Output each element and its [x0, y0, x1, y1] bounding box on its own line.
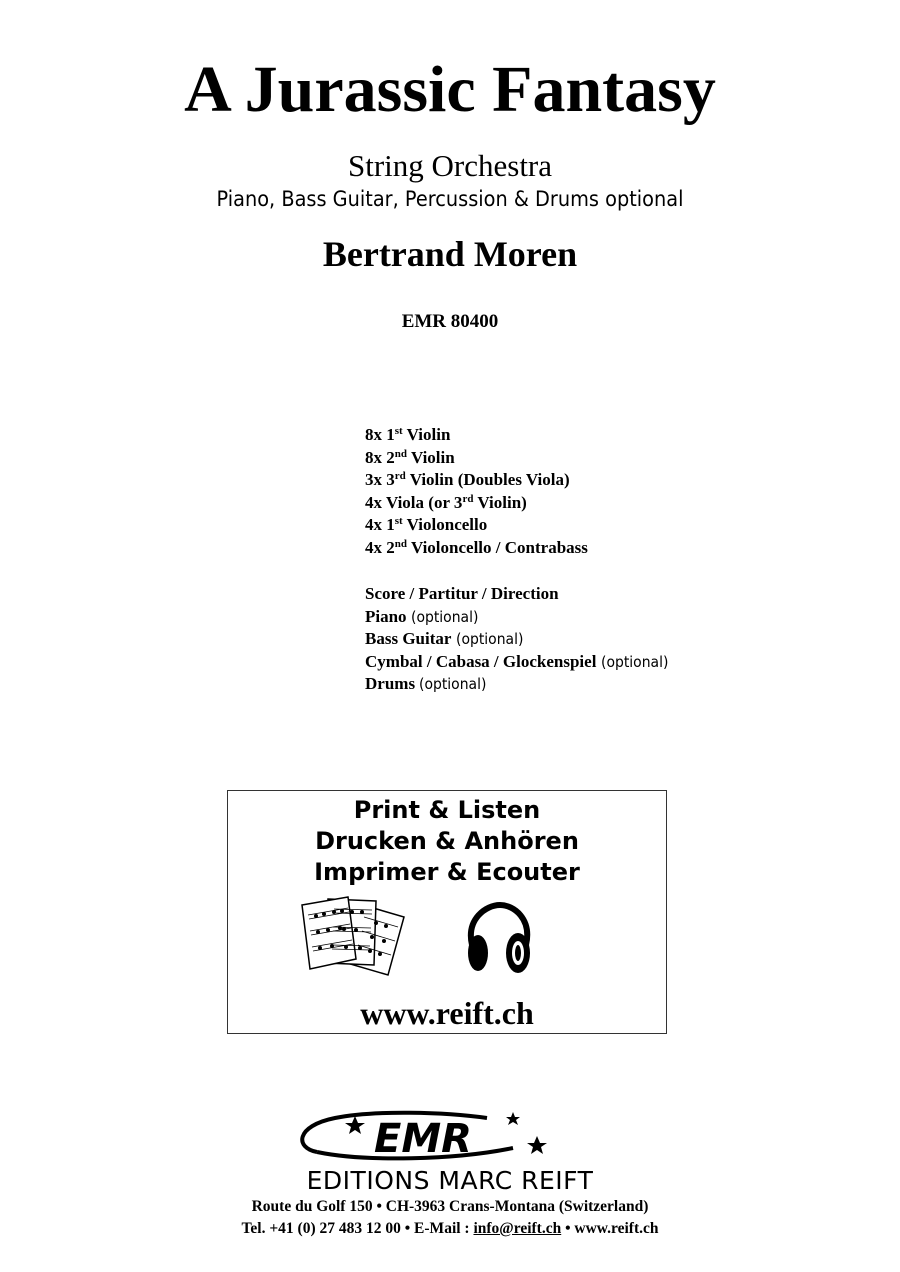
extra-part-line: Cymbal / Cabasa / Glockenspiel (optional)	[365, 651, 669, 671]
publisher-address: Route du Golf 150 • CH-3963 Crans-Montana (Switzerland)	[251, 1198, 649, 1215]
part-line: 8x 2nd Violin	[365, 447, 455, 467]
part-line: 4x 1st Violoncello	[365, 515, 488, 535]
sheet-music-icon	[300, 895, 412, 977]
publisher-name: EDITIONS MARC REIFT	[306, 1166, 594, 1195]
part-line: 4x Viola (or 3rd Violin)	[365, 492, 527, 512]
score-subtitle: String Orchestra	[347, 148, 553, 183]
additional-parts-list	[365, 583, 676, 696]
promo-line-german: Drucken & Anhören	[315, 827, 579, 855]
catalog-number: EMR 80400	[401, 311, 499, 332]
headphones-icon	[464, 901, 534, 977]
promo-website[interactable]: www.reift.ch	[360, 995, 534, 1031]
part-line: 3x 3rd Violin (Doubles Viola)	[365, 470, 570, 490]
extra-part-line: Drums (optional)	[365, 674, 487, 694]
extra-part-line: Score / Partitur / Direction	[365, 584, 559, 603]
print-listen-box	[227, 790, 667, 1034]
logo-text: EMR	[374, 1116, 472, 1162]
promo-line-english: Print & Listen	[353, 796, 541, 824]
email-link[interactable]: info@reift.ch	[473, 1220, 562, 1237]
emr-logo	[255, 1108, 645, 1168]
composer-name: Bertrand Moren	[322, 234, 578, 274]
score-title: A Jurassic Fantasy	[184, 53, 716, 126]
extra-part-line: Piano (optional)	[365, 606, 479, 626]
part-line: 8x 1st Violin	[365, 425, 451, 444]
extra-part-line: Bass Guitar (optional)	[365, 629, 524, 649]
promo-line-french: Imprimer & Ecouter	[314, 858, 580, 886]
publisher-contact: Tel. +41 (0) 27 483 12 00 • E-Mail : info@reift.ch • www.reift.ch	[241, 1220, 659, 1237]
instrumentation-note: Piano, Bass Guitar, Percussion & Drums optional	[216, 187, 684, 211]
part-line: 4x 2nd Violoncello / Contrabass	[365, 537, 588, 557]
string-parts-list	[365, 424, 588, 560]
